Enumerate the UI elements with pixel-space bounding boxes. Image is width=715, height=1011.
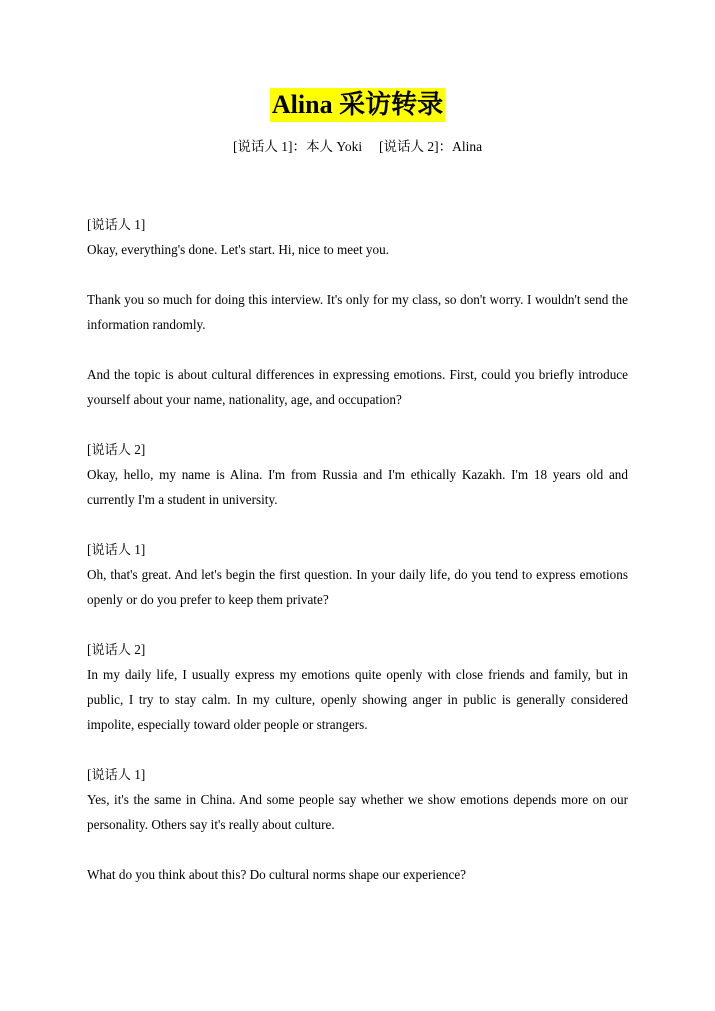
speaker-label: [说话人 1] [87,217,146,232]
paragraph-gap [87,337,628,362]
document-title: Alina 采访转录 [270,88,445,122]
speaker-label: [说话人 2] [87,642,146,657]
paragraph-gap [87,612,628,637]
transcript-paragraph: Oh, that's great. And let's begin the first question. In your daily life, do you tend to express emotions openly or do you prefer to keep them private? [87,567,628,607]
paragraph-gap [87,837,628,862]
speakers-line: [说话人 1]：本人 Yoki [说话人 2]：Alina [232,139,483,154]
paragraph-gap [87,737,628,762]
speaker-label: [说话人 1] [87,542,146,557]
title-container [0,88,715,122]
speaker-label: [说话人 2] [87,442,146,457]
transcript-paragraph: And the topic is about cultural differences in expressing emotions. First, could you briefly introduce yourself about your name, nationality, age, and occupation? [87,367,628,407]
transcript-body [87,212,628,887]
paragraph-gap [87,412,628,437]
paragraph-gap [87,262,628,287]
paragraph-gap [87,512,628,537]
transcript-paragraph: What do you think about this? Do cultural norms shape our experience? [87,867,467,882]
transcript-paragraph: Yes, it's the same in China. And some people say whether we show emotions depends more on our personality. Others say it's really about culture. [87,792,628,832]
transcript-paragraph: Okay, everything's done. Let's start. Hi, nice to meet you. [87,242,390,257]
transcript-paragraph: Okay, hello, my name is Alina. I'm from Russia and I'm ethically Kazakh. I'm 18 years old and currently I'm a student in university. [87,467,628,507]
transcript-paragraph: In my daily life, I usually express my emotions quite openly with close friends and family, but in public, I try to stay calm. In my culture, openly showing anger in public is generally considered impolite, especially toward older people or strangers. [87,667,628,732]
transcript-paragraph: Thank you so much for doing this interview. It's only for my class, so don't worry. I wouldn't send the information randomly. [87,292,628,332]
speaker-label: [说话人 1] [87,767,146,782]
